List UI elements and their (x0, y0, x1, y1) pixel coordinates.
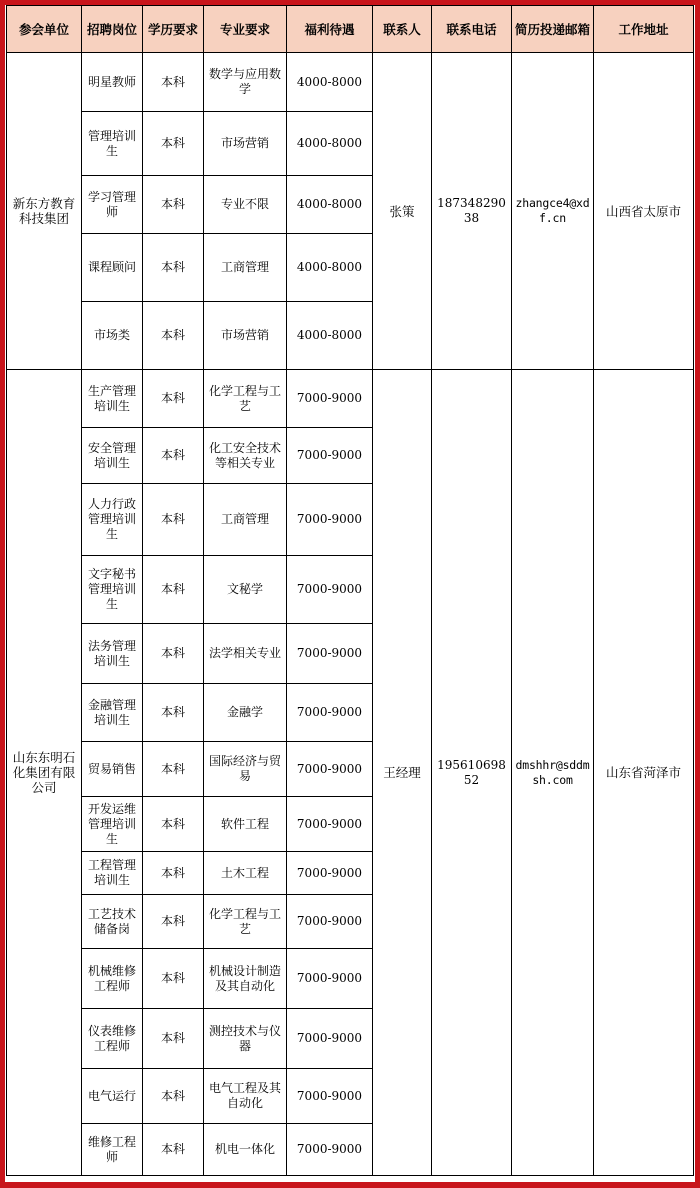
job-major: 法学相关专业 (204, 624, 287, 684)
job-major: 文秘学 (204, 556, 287, 624)
job-position: 仪表维修工程师 (82, 1009, 143, 1069)
header-email: 简历投递邮箱 (512, 6, 594, 53)
header-phone: 联系电话 (432, 6, 512, 53)
job-education: 本科 (143, 428, 204, 484)
job-position: 明星教师 (82, 53, 143, 112)
job-salary: 7000-9000 (287, 370, 373, 428)
job-salary: 4000-8000 (287, 53, 373, 112)
resume-email: zhangce4@xdf.cn (512, 53, 594, 370)
company-name: 新东方教育科技集团 (7, 53, 82, 370)
work-address: 山西省太原市 (594, 53, 694, 370)
job-salary: 7000-9000 (287, 742, 373, 797)
job-major: 机械设计制造及其自动化 (204, 949, 287, 1009)
job-position: 生产管理培训生 (82, 370, 143, 428)
job-salary: 4000-8000 (287, 176, 373, 234)
job-education: 本科 (143, 53, 204, 112)
job-salary: 4000-8000 (287, 112, 373, 176)
job-education: 本科 (143, 742, 204, 797)
header-company: 参会单位 (7, 6, 82, 53)
job-education: 本科 (143, 684, 204, 742)
job-major: 软件工程 (204, 797, 287, 852)
job-position: 贸易销售 (82, 742, 143, 797)
job-position: 管理培训生 (82, 112, 143, 176)
job-position: 安全管理培训生 (82, 428, 143, 484)
job-salary: 7000-9000 (287, 556, 373, 624)
job-salary: 7000-9000 (287, 895, 373, 949)
job-education: 本科 (143, 484, 204, 556)
job-education: 本科 (143, 852, 204, 895)
job-salary: 7000-9000 (287, 797, 373, 852)
header-major: 专业要求 (204, 6, 287, 53)
job-position: 学习管理师 (82, 176, 143, 234)
header-position: 招聘岗位 (82, 6, 143, 53)
header-education: 学历要求 (143, 6, 204, 53)
job-salary: 7000-9000 (287, 624, 373, 684)
job-major: 工商管理 (204, 484, 287, 556)
contact-phone: 19561069852 (432, 370, 512, 1176)
job-major: 金融学 (204, 684, 287, 742)
job-position: 法务管理培训生 (82, 624, 143, 684)
job-major: 化学工程与工艺 (204, 895, 287, 949)
job-salary: 4000-8000 (287, 302, 373, 370)
job-major: 化学工程与工艺 (204, 370, 287, 428)
job-education: 本科 (143, 797, 204, 852)
job-major: 数学与应用数学 (204, 53, 287, 112)
job-salary: 7000-9000 (287, 852, 373, 895)
header-contact: 联系人 (373, 6, 432, 53)
header-row (7, 6, 694, 53)
job-education: 本科 (143, 949, 204, 1009)
job-major: 市场营销 (204, 112, 287, 176)
job-salary: 7000-9000 (287, 684, 373, 742)
job-education: 本科 (143, 234, 204, 302)
job-position: 维修工程师 (82, 1124, 143, 1176)
recruitment-table (6, 5, 694, 1176)
job-position: 文字秘书管理培训生 (82, 556, 143, 624)
job-major: 机电一体化 (204, 1124, 287, 1176)
job-major: 土木工程 (204, 852, 287, 895)
contact-person: 王经理 (373, 370, 432, 1176)
job-major: 国际经济与贸易 (204, 742, 287, 797)
job-education: 本科 (143, 1124, 204, 1176)
contact-person: 张策 (373, 53, 432, 370)
contact-phone: 18734829038 (432, 53, 512, 370)
page-frame (5, 5, 695, 1182)
table-row (7, 53, 694, 112)
job-position: 工艺技术储备岗 (82, 895, 143, 949)
job-education: 本科 (143, 302, 204, 370)
job-education: 本科 (143, 556, 204, 624)
job-position: 开发运维管理培训生 (82, 797, 143, 852)
job-major: 专业不限 (204, 176, 287, 234)
resume-email: dmshhr@sddmsh.com (512, 370, 594, 1176)
job-position: 人力行政管理培训生 (82, 484, 143, 556)
job-education: 本科 (143, 176, 204, 234)
job-position: 课程顾问 (82, 234, 143, 302)
job-position: 电气运行 (82, 1069, 143, 1124)
job-salary: 7000-9000 (287, 949, 373, 1009)
job-education: 本科 (143, 370, 204, 428)
header-address: 工作地址 (594, 6, 694, 53)
company-name: 山东东明石化集团有限公司 (7, 370, 82, 1176)
job-major: 市场营销 (204, 302, 287, 370)
job-salary: 7000-9000 (287, 1009, 373, 1069)
job-education: 本科 (143, 1069, 204, 1124)
job-salary: 7000-9000 (287, 428, 373, 484)
work-address: 山东省菏泽市 (594, 370, 694, 1176)
job-position: 市场类 (82, 302, 143, 370)
job-salary: 7000-9000 (287, 1124, 373, 1176)
job-major: 工商管理 (204, 234, 287, 302)
job-major: 化工安全技术等相关专业 (204, 428, 287, 484)
job-education: 本科 (143, 112, 204, 176)
job-position: 金融管理培训生 (82, 684, 143, 742)
table-row (7, 370, 694, 428)
job-salary: 7000-9000 (287, 484, 373, 556)
job-salary: 7000-9000 (287, 1069, 373, 1124)
job-education: 本科 (143, 1009, 204, 1069)
job-position: 工程管理培训生 (82, 852, 143, 895)
job-major: 电气工程及其自动化 (204, 1069, 287, 1124)
header-salary: 福利待遇 (287, 6, 373, 53)
job-salary: 4000-8000 (287, 234, 373, 302)
job-position: 机械维修工程师 (82, 949, 143, 1009)
job-education: 本科 (143, 624, 204, 684)
job-education: 本科 (143, 895, 204, 949)
job-major: 测控技术与仪器 (204, 1009, 287, 1069)
